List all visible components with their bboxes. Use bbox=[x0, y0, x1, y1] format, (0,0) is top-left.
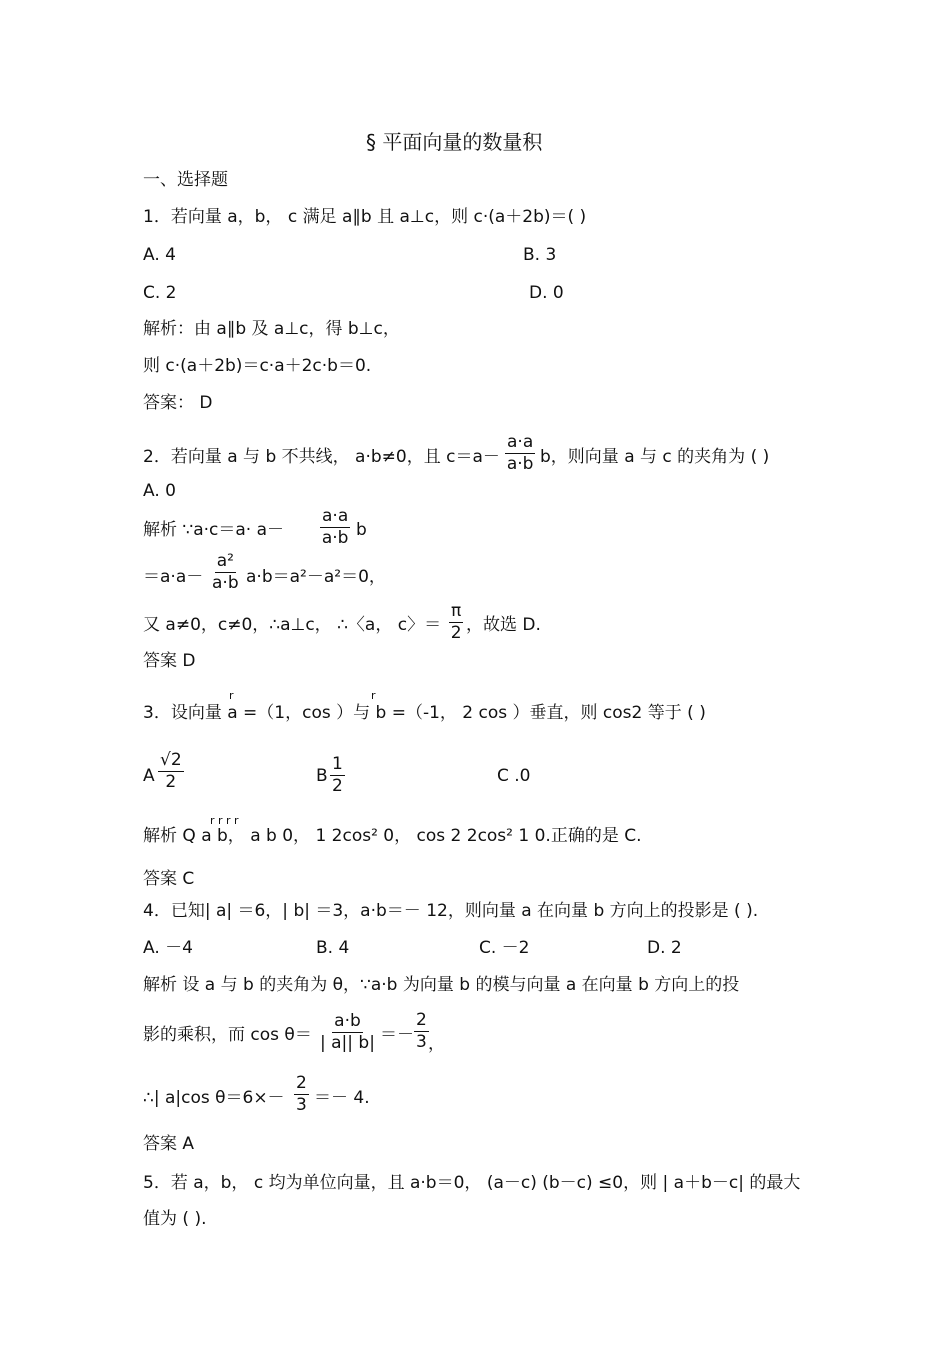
q3-option-c: C .0 bbox=[497, 766, 531, 786]
fraction-denominator: a·b bbox=[212, 573, 239, 593]
fraction-numerator: π bbox=[451, 601, 462, 621]
q2-stem-fraction bbox=[505, 434, 535, 473]
q3-solution: 解析 Q a b， a b 0， 1 2cos² 0， cos 2 2cos² 1 0.正确的是 C. bbox=[143, 826, 642, 846]
q4-solution-fraction-1 bbox=[320, 1013, 375, 1052]
q3-option-b-fraction bbox=[330, 756, 345, 795]
fraction-numerator: a·a bbox=[507, 432, 534, 452]
q3-answer: 答案 C bbox=[143, 869, 195, 889]
q4-solution-line-2-b: ， bbox=[428, 1034, 445, 1054]
q4-solution-line-2-mid: ＝－ bbox=[380, 1025, 414, 1045]
q4-option-d: D. 2 bbox=[647, 938, 682, 958]
q4-solution-line-3-b: ＝－ 4. bbox=[314, 1088, 370, 1108]
q4-solution-line-1: 解析 设 a 与 b 的夹角为 θ，∵a·b 为向量 b 的模与向量 a 在向量 b 方向上的投 bbox=[143, 975, 740, 995]
q2-answer: 答案 D bbox=[143, 651, 196, 671]
q2-option-a: A. 0 bbox=[143, 481, 176, 501]
q1-option-b: B. 3 bbox=[523, 245, 557, 265]
q1-option-d: D. 0 bbox=[529, 283, 564, 303]
fraction-numerator: √2 bbox=[160, 750, 182, 770]
section-heading: 一、选择题 bbox=[143, 170, 228, 190]
q2-solution-line-3-a: 又 a≠0，c≠0，∴a⊥c， ∴〈a， c〉＝ bbox=[143, 615, 442, 635]
q3-option-a-label: A bbox=[143, 766, 155, 786]
q3-stem: 3．设向量 a =（1，cos ）与 b =（-1， 2 cos ）垂直，则 cos2 等于 ( ) bbox=[143, 703, 706, 723]
q2-solution-fraction-1 bbox=[320, 508, 350, 547]
fraction-denominator: 2 bbox=[332, 776, 343, 796]
q2-solution-line-1-b: b bbox=[356, 520, 367, 540]
q4-answer: 答案 A bbox=[143, 1134, 195, 1154]
q2-solution-line-3-b: ，故选 D. bbox=[466, 615, 541, 635]
q5-stem-line-2: 值为 ( ). bbox=[143, 1209, 207, 1229]
fraction-denominator: | a|| b| bbox=[320, 1033, 375, 1053]
fraction-denominator: a·b bbox=[321, 528, 349, 548]
q4-solution-fraction-2 bbox=[414, 1012, 429, 1051]
fraction-numerator: a² bbox=[216, 551, 234, 571]
fraction-numerator: 2 bbox=[296, 1073, 307, 1093]
q3-solution-vector-marks: r r r r bbox=[210, 814, 239, 827]
q2-solution-fraction-2 bbox=[212, 553, 239, 592]
fraction-numerator: a·b bbox=[334, 1011, 361, 1031]
q4-solution-line-2-a: 影的乘积，而 cos θ＝ bbox=[143, 1025, 312, 1045]
q1-solution-line-1: 解析：由 a∥b 及 a⊥c，得 b⊥c， bbox=[143, 319, 400, 339]
vector-mark-b: r bbox=[371, 689, 376, 702]
page-title: § 平面向量的数量积 bbox=[366, 130, 543, 154]
q3-option-a-fraction bbox=[158, 752, 184, 791]
q2-stem-part-1: 2．若向量 a 与 b 不共线， a·b≠0，且 c＝a－ bbox=[143, 447, 500, 467]
vector-mark-a: r bbox=[229, 689, 234, 702]
q1-option-c: C. 2 bbox=[143, 283, 177, 303]
fraction-numerator: 1 bbox=[332, 754, 343, 774]
fraction-numerator: a·a bbox=[322, 506, 349, 526]
q4-solution-fraction-3 bbox=[294, 1075, 309, 1114]
fraction-denominator: 3 bbox=[296, 1095, 307, 1115]
q4-stem: 4．已知| a| ＝6，| b| ＝3，a·b＝－ 12，则向量 a 在向量 b 方向上的投影是 ( ). bbox=[143, 901, 759, 921]
q4-solution-line-3-a: ∴| a|cos θ＝6×－ bbox=[143, 1088, 285, 1108]
q1-option-a: A. 4 bbox=[143, 245, 176, 265]
q4-option-b: B. 4 bbox=[316, 938, 350, 958]
q1-answer: 答案： D bbox=[143, 393, 213, 413]
q1-stem: 1．若向量 a，b， c 满足 a∥b 且 a⊥c，则 c·(a＋2b)＝( ) bbox=[143, 207, 587, 227]
q2-solution-line-2-a: ＝a·a－ bbox=[143, 567, 204, 587]
q1-solution-line-2: 则 c·(a＋2b)＝c·a＋2c·b＝0. bbox=[143, 356, 372, 376]
q5-stem-line-1: 5．若 a，b， c 均为单位向量，且 a·b＝0， (a－c) (b－c) ≤0，则 | a＋b－c| 的最大 bbox=[143, 1173, 801, 1193]
fraction-numerator: 2 bbox=[416, 1010, 427, 1030]
fraction-denominator: 2 bbox=[165, 772, 177, 792]
q2-solution-fraction-3 bbox=[449, 603, 463, 642]
fraction-denominator: 2 bbox=[450, 623, 462, 643]
fraction-denominator: a·b bbox=[506, 454, 534, 474]
q2-solution-line-2-b: a·b＝a²－a²＝0， bbox=[246, 567, 386, 587]
q2-solution-line-1-a: 解析 ∵a·c＝a· a－ bbox=[143, 520, 285, 540]
q4-option-a: A. －4 bbox=[143, 938, 193, 958]
q2-stem-part-2: b，则向量 a 与 c 的夹角为 ( ) bbox=[540, 447, 770, 467]
q3-option-b-label: B bbox=[316, 766, 328, 786]
q4-option-c: C. －2 bbox=[479, 938, 530, 958]
fraction-denominator: 3 bbox=[416, 1032, 427, 1052]
